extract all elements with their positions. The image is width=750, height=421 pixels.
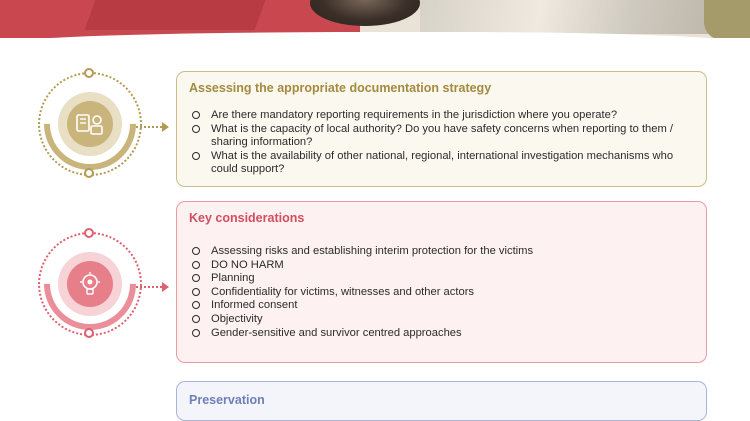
section-title: Preservation xyxy=(189,393,265,407)
section-2-icon-ring xyxy=(38,232,148,342)
list-item: Assessing risks and establishing interim protection for the victims xyxy=(189,245,694,259)
section-2-arrow xyxy=(136,286,162,288)
list-item: Objectivity xyxy=(189,313,694,327)
list-item: What is the capacity of local authority? Do you have safety concerns when reporting to them / sharing information? xyxy=(189,123,694,150)
section-2-arrow-head xyxy=(162,282,169,292)
section-1-arrow-head xyxy=(162,122,169,132)
key-considerations-card xyxy=(176,201,707,363)
list-item: Gender-sensitive and survivor centred approaches xyxy=(189,327,694,341)
documents-icon xyxy=(75,111,105,137)
list-item: What is the availability of other national, regional, international investigation mechanisms who could support? xyxy=(189,150,694,177)
list-item: DO NO HARM xyxy=(189,259,694,273)
section-title: Key considerations xyxy=(189,211,305,225)
list-item: Informed consent xyxy=(189,299,694,313)
list-item: Are there mandatory reporting requirements in the jurisdiction where you operate? xyxy=(189,109,694,123)
preservation-card xyxy=(176,381,707,421)
header-banner-image xyxy=(0,0,750,38)
section-1-icon-ring xyxy=(38,72,148,182)
documentation-strategy-card xyxy=(176,71,707,187)
section-1-arrow xyxy=(136,126,162,128)
list-item: Confidentiality for victims, witnesses and other actors xyxy=(189,286,694,300)
list-item: Planning xyxy=(189,272,694,286)
bullet-list xyxy=(189,109,694,177)
section-title: Assessing the appropriate documentation strategy xyxy=(189,81,492,95)
lightbulb-gear-icon xyxy=(76,270,104,298)
bullet-list xyxy=(189,245,694,340)
